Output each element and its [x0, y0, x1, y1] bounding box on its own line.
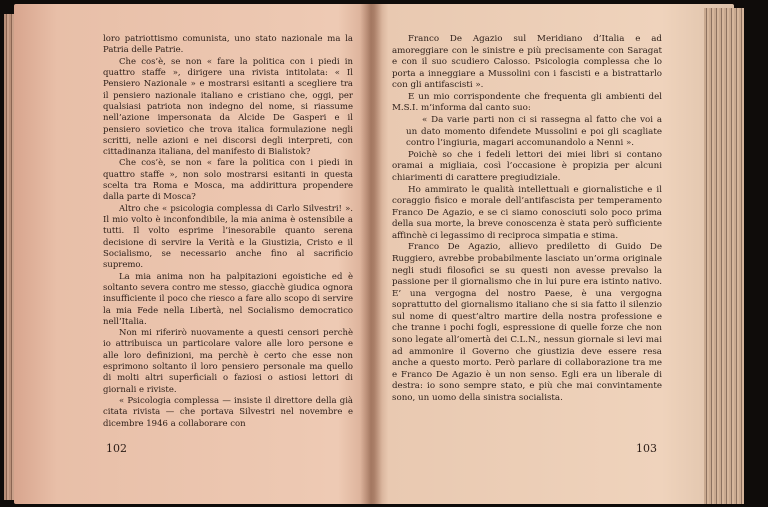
right-paragraph-4: Poichè so che i fedeli lettori dei miei libri si contano oramai a migliaia, così l’occasione è propizia per alcuni chiarimenti di carattere pregiudiziale.	[392, 149, 662, 183]
left-paragraph-4: Altro che « psicologia complessa di Carlo Silvestri! ». Il mio volto è inconfondibile, la mia anima è ostensibile a tutti. Il volto esprime l’inesorabile quanto serena decisione di servire la Verità e la Giustizia, Cristo e il Socialismo, se necessario anche fino al sacrificio supremo.	[103, 203, 353, 271]
right-paragraph-3: « Da varie parti non ci si rassegna al fatto che voi a un dato momento difendete Mussolini e poi gli scagliate contro l’ingiuria, magari accomunandolo a Nenni ».	[406, 115, 662, 149]
right-paragraph-6: Franco De Agazio, allievo prediletto di Guido De Ruggiero, avrebbe probabilmente lasciato un’orma originale negli studi filosofici se su questi non avesse prevalso la passione per il giornalismo che in lui pure era istinto nativo. E’ una vergogna del nostro Paese, è una vergogna soprattutto del giornalismo italiano che si sia fatto il silenzio sul nome di quest’altro martire della nostra professione e che tranne i pochi fogli, espressione di quelle forze che non sono legate all’omertà dei C.L.N., nessun giornale si levi mai ad ammonire il Governo che giustizia deve essere resa anche a questo morto. Però parlare di collaborazione tra me e Franco De Agazio è un non senso. Egli era un liberale di destra: io sono sempre stato, e più che mai convintamente sono, un uomo della sinistra socialista.	[392, 242, 662, 403]
page-edges-right	[704, 8, 744, 504]
left-paragraph-5: La mia anima non ha palpitazioni egoistiche ed è soltanto severa contro me stesso, giacchè giudica ognora insufficiente il poco che riesco a fare allo scopo di servire la mia Fede nella Libertà, nel Socialismo democratico nell’Italia.	[103, 271, 353, 327]
right-paragraph-2: E un mio corrispondente che frequenta gli ambienti del M.S.I. m’informa dal canto suo:	[392, 91, 662, 114]
left-paragraph-2: Che cos’è, se non « fare la politica con i piedi in quattro staffe », dirigere una rivista intitolata: « Il Pensiero Nazionale » e mostrarsi esitanti a scegliere tra il pensiero nazionale italiano e cristiano che, oggi, per qualsiasi patriota non indegno del nome, si riassume nell’azione impersonata da Alcide De Gasperi e il pensiero sovietico che trova italica formulazione negli scritti, nelle azioni e nei discorsi degli interpreti, con cittadinanza italiana, del manifesto di Bialistok?	[103, 56, 353, 158]
right-page-number: 103	[636, 442, 657, 455]
left-page-number: 102	[106, 442, 127, 455]
left-paragraph-3: Che cos’è, se non « fare la politica con i piedi in quattro staffe », non solo mostrarsi esitanti in questa scelta tra Roma e Mosca, ma addirittura propendere dalla parte di Mosca?	[103, 158, 353, 203]
right-page-text	[392, 34, 662, 405]
right-paragraph-5: Ho ammirato le qualità intellettuali e giornalistiche e il coraggio fisico e morale dell’antifascista per temperamento Franco De Agazio, e se ci siamo conosciuti solo poco prima della sua morte, la breve conoscenza è stata però sufficiente affinchè ci legassimo di reciproca simpatia e stima.	[392, 184, 662, 241]
left-paragraph-7: « Psicologia complessa — insiste il direttore della già citata rivista — che portava Silvestri nel novembre e dicembre 1946 a collaborare con	[103, 396, 353, 429]
right-paragraph-1: Franco De Agazio sul Meridiano d’Italia e ad amoreggiare con le sinistre e più precisamente con Saragat e con il suo scudiero Calosso. Psicologia complessa che lo porta a inneggiare a Mussolini con i fascisti e a bistrattarlo con gli antifascisti ».	[392, 34, 662, 91]
left-paragraph-6: Non mi riferirò nuovamente a questi censori perchè io attribuisca un particolare valore alle loro persone e alle loro definizioni, ma perchè è certo che esse non esprimono soltanto il loro pensiero personale ma quello di molti altri superficiali o faziosi o astiosi lettori di giornali e riviste.	[103, 328, 353, 395]
left-page-text	[103, 34, 353, 430]
left-paragraph-1: loro patriottismo comunista, uno stato nazionale ma la Patria delle Patrie.	[103, 34, 353, 56]
book-gutter	[360, 4, 382, 504]
